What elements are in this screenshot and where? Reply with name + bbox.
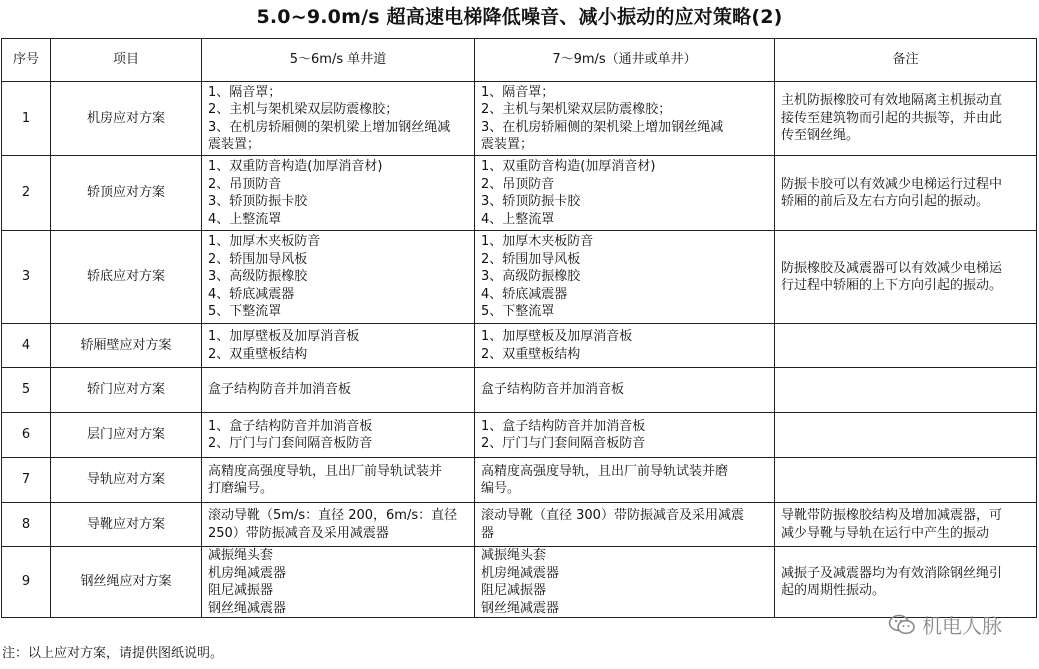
cell-line: 1、双重防音构造(加厚消音材) [208,159,383,174]
single-shaft-measures [202,82,475,156]
row-remark [775,413,1037,458]
row-number: 1 [2,82,51,156]
row-number: 5 [2,368,51,413]
cell-line: 3、高级防振橡胶 [208,269,308,285]
cell-line: 减振绳头套 [208,548,274,563]
cell-line: 2、主机与架机梁双层防震橡胶； [481,102,672,117]
cell-line: 减振绳头套 [481,548,547,563]
cell-line: 1、隔音罩； [208,84,282,100]
cell-line: 滚动导靴（5m/s：直径 200，6m/s：直径 [208,508,458,523]
cell-line: 2、轿围加导风板 [481,251,581,267]
footnote: 注：以上应对方案，请提供图纸说明。 [2,646,224,661]
cell-line: 导靴带防振橡胶结构及增加减震器，可 [781,508,1003,523]
row-item: 导靴应对方案 [51,503,202,547]
document-title: 5.0~9.0m/s 超高速电梯降低噪音、减小振动的应对策略(2) [256,6,783,28]
cell-line: 阻尼减振器 [481,583,547,598]
cell-line: 器 [481,525,495,541]
cell-line: 4、上整流罩 [208,211,282,227]
cell-line: 起的周期性振动。 [781,583,886,598]
cell-line: 打磨编号。 [208,481,274,496]
row-number: 9 [2,547,51,618]
header-no: 序号 [2,39,51,82]
row-remark [775,503,1037,547]
single-shaft-measures [202,324,475,368]
table-row [2,82,1037,156]
cell-line: 钢丝绳减震器 [481,600,560,616]
single-shaft-measures [202,231,475,324]
cell-line: 主机防振橡胶可有效地隔离主机振动直 [781,93,1003,109]
cell-line: 机房绳减震器 [208,565,287,581]
cell-line: 减少导靴与导轨在运行中产生的振动 [781,525,990,541]
cell-line: 2、轿围加导风板 [208,251,308,267]
row-number: 2 [2,156,51,231]
table-row [2,547,1037,618]
row-remark [775,547,1037,618]
row-number: 6 [2,413,51,458]
cell-line: 4、轿底减震器 [208,286,295,302]
cell-line: 4、上整流罩 [481,211,555,227]
table-row [2,368,1037,413]
cell-line: 2、吊顶防音 [481,176,555,192]
common-shaft-measures [475,458,775,503]
table-row [2,458,1037,503]
cell-line: 传至钢丝绳。 [781,128,860,144]
single-shaft-measures [202,368,475,413]
header-common-or-single-shaft: 7～9m/s（通井或单井） [475,39,775,82]
cell-line: 5、下整流罩 [208,304,282,320]
common-shaft-measures [475,156,775,231]
cell-line: 1、加厚壁板及加厚消音板 [481,329,633,344]
cell-line: 2、双重壁板结构 [481,346,581,362]
row-item: 轿底应对方案 [51,231,202,324]
row-number: 7 [2,458,51,503]
cell-line: 3、在机房轿厢侧的架机梁上增加钢丝绳减 [208,119,451,135]
table-row [2,324,1037,368]
row-item: 轿厢壁应对方案 [51,324,202,368]
strategy-table [1,38,1037,618]
single-shaft-measures [202,458,475,503]
cell-line: 250）带防振减音及采用减震器 [208,525,389,541]
cell-line: 减振子及减震器均为有效消除钢丝绳引 [781,565,1003,581]
common-shaft-measures [475,368,775,413]
cell-line: 盒子结构防音并加消音板 [208,382,352,398]
cell-line: 高精度高强度导轨，且出厂前导轨试装并磨 [481,463,729,479]
header-remark: 备注 [775,39,1037,82]
table-row [2,413,1037,458]
cell-line: 3、在机房轿厢侧的架机梁上增加钢丝绳减 [481,119,724,135]
table-row [2,503,1037,547]
cell-line: 2、厅门与门套间隔音板防音 [208,436,373,451]
cell-line: 2、双重壁板结构 [208,346,308,362]
cell-line: 1、加厚木夹板防音 [481,234,594,250]
cell-line: 阻尼减振器 [208,583,274,598]
table-row [2,231,1037,324]
row-item: 机房应对方案 [51,82,202,156]
row-remark [775,231,1037,324]
cell-line: 机房绳减震器 [481,565,560,581]
cell-line: 接传至建筑物而引起的共振等，并由此 [781,110,1003,126]
row-item: 钢丝绳应对方案 [51,547,202,618]
cell-line: 3、轿顶防振卡胶 [208,194,308,209]
cell-line: 3、高级防振橡胶 [481,269,581,285]
row-number: 8 [2,503,51,547]
row-remark [775,324,1037,368]
row-item: 层门应对方案 [51,413,202,458]
cell-line: 震装置； [481,137,534,152]
cell-line: 钢丝绳减震器 [208,600,287,616]
cell-line: 4、轿底减震器 [481,286,568,302]
common-shaft-measures [475,413,775,458]
row-item: 导轨应对方案 [51,458,202,503]
cell-line: 高精度高强度导轨，且出厂前导轨试装并 [208,463,443,479]
wechat-icon [888,613,916,637]
cell-line: 1、双重防音构造(加厚消音材) [481,159,656,174]
cell-line: 编号。 [481,481,521,496]
common-shaft-measures [475,231,775,324]
cell-line: 滚动导靴（直径 300）带防振减音及采用减震 [481,508,744,523]
cell-line: 防振橡胶及减震器可以有效减少电梯运 [781,260,1003,276]
row-remark [775,82,1037,156]
cell-line: 2、吊顶防音 [208,176,282,192]
cell-line: 盒子结构防音并加消音板 [481,382,625,398]
cell-line: 防振卡胶可以有效减少电梯运行过程中 [781,176,1003,192]
watermark-text: 机电人脉 [922,614,1002,638]
watermark [888,610,1002,639]
common-shaft-measures [475,547,775,618]
row-remark [775,156,1037,231]
single-shaft-measures [202,156,475,231]
common-shaft-measures [475,503,775,547]
single-shaft-measures [202,413,475,458]
cell-line: 震装置； [208,137,261,152]
table-header-row [2,39,1037,82]
header-item: 项目 [51,39,202,82]
cell-line: 轿厢的前后及左右方向引起的振动。 [781,194,990,209]
cell-line: 1、盒子结构防音并加消音板 [208,418,373,434]
common-shaft-measures [475,324,775,368]
row-item: 轿顶应对方案 [51,156,202,231]
row-number: 4 [2,324,51,368]
cell-line: 5、下整流罩 [481,304,555,320]
cell-line: 1、加厚木夹板防音 [208,234,321,250]
table-row [2,156,1037,231]
cell-line: 2、厅门与门套间隔音板防音 [481,436,646,451]
cell-line: 3、轿顶防振卡胶 [481,194,581,209]
cell-line: 1、盒子结构防音并加消音板 [481,418,646,434]
common-shaft-measures [475,82,775,156]
single-shaft-measures [202,547,475,618]
row-item: 轿门应对方案 [51,368,202,413]
row-number: 3 [2,231,51,324]
cell-line: 1、隔音罩； [481,84,555,100]
cell-line: 行过程中轿厢的上下方向引起的振动。 [781,278,1003,293]
row-remark [775,458,1037,503]
cell-line: 2、主机与架机梁双层防震橡胶； [208,102,399,117]
row-remark [775,368,1037,413]
single-shaft-measures [202,503,475,547]
cell-line: 1、加厚壁板及加厚消音板 [208,329,360,344]
header-single-shaft: 5～6m/s 单井道 [202,39,475,82]
